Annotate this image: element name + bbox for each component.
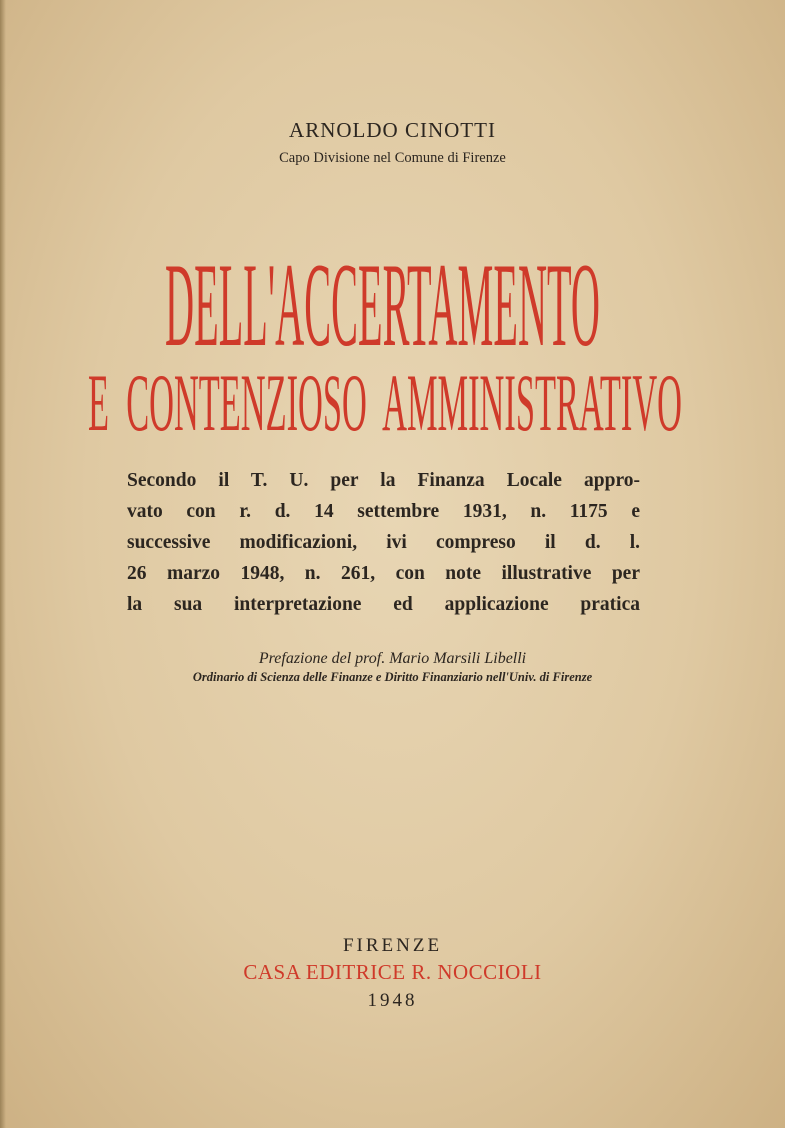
subtitle-line: la sua interpretazione ed applicazione pratica: [127, 594, 640, 615]
subtitle-line: vato con r. d. 14 settembre 1931, n. 1175 e: [127, 501, 640, 522]
book-title: [0, 0, 785, 460]
title-line-2: E CONTENZIOSO AMMINISTRATIVO: [88, 357, 682, 448]
publication-city: FIRENZE: [342, 935, 443, 956]
subtitle-line: Secondo il T. U. per la Finanza Locale appro-: [127, 470, 640, 491]
preface-author-role: Ordinario di Scienza delle Finanze e Diritto Finanziario nell'Univ. di Firenze: [192, 670, 593, 684]
author-name: ARNOLDO CINOTTI: [289, 118, 496, 142]
publisher-name: CASA EDITRICE R. NOCCIOLI: [243, 960, 542, 984]
preface-credit: Prefazione del prof. Mario Marsili Libelli: [258, 650, 527, 667]
publication-year: 1948: [367, 990, 418, 1011]
title-line-1: DELL'ACCERTAMENTO: [165, 238, 600, 371]
subtitle-line: 26 marzo 1948, n. 261, con note illustrative per: [127, 563, 640, 584]
author-role: Capo Divisione nel Comune di Firenze: [279, 150, 506, 166]
subtitle-line: successive modificazioni, ivi compreso il d. l.: [127, 532, 640, 553]
